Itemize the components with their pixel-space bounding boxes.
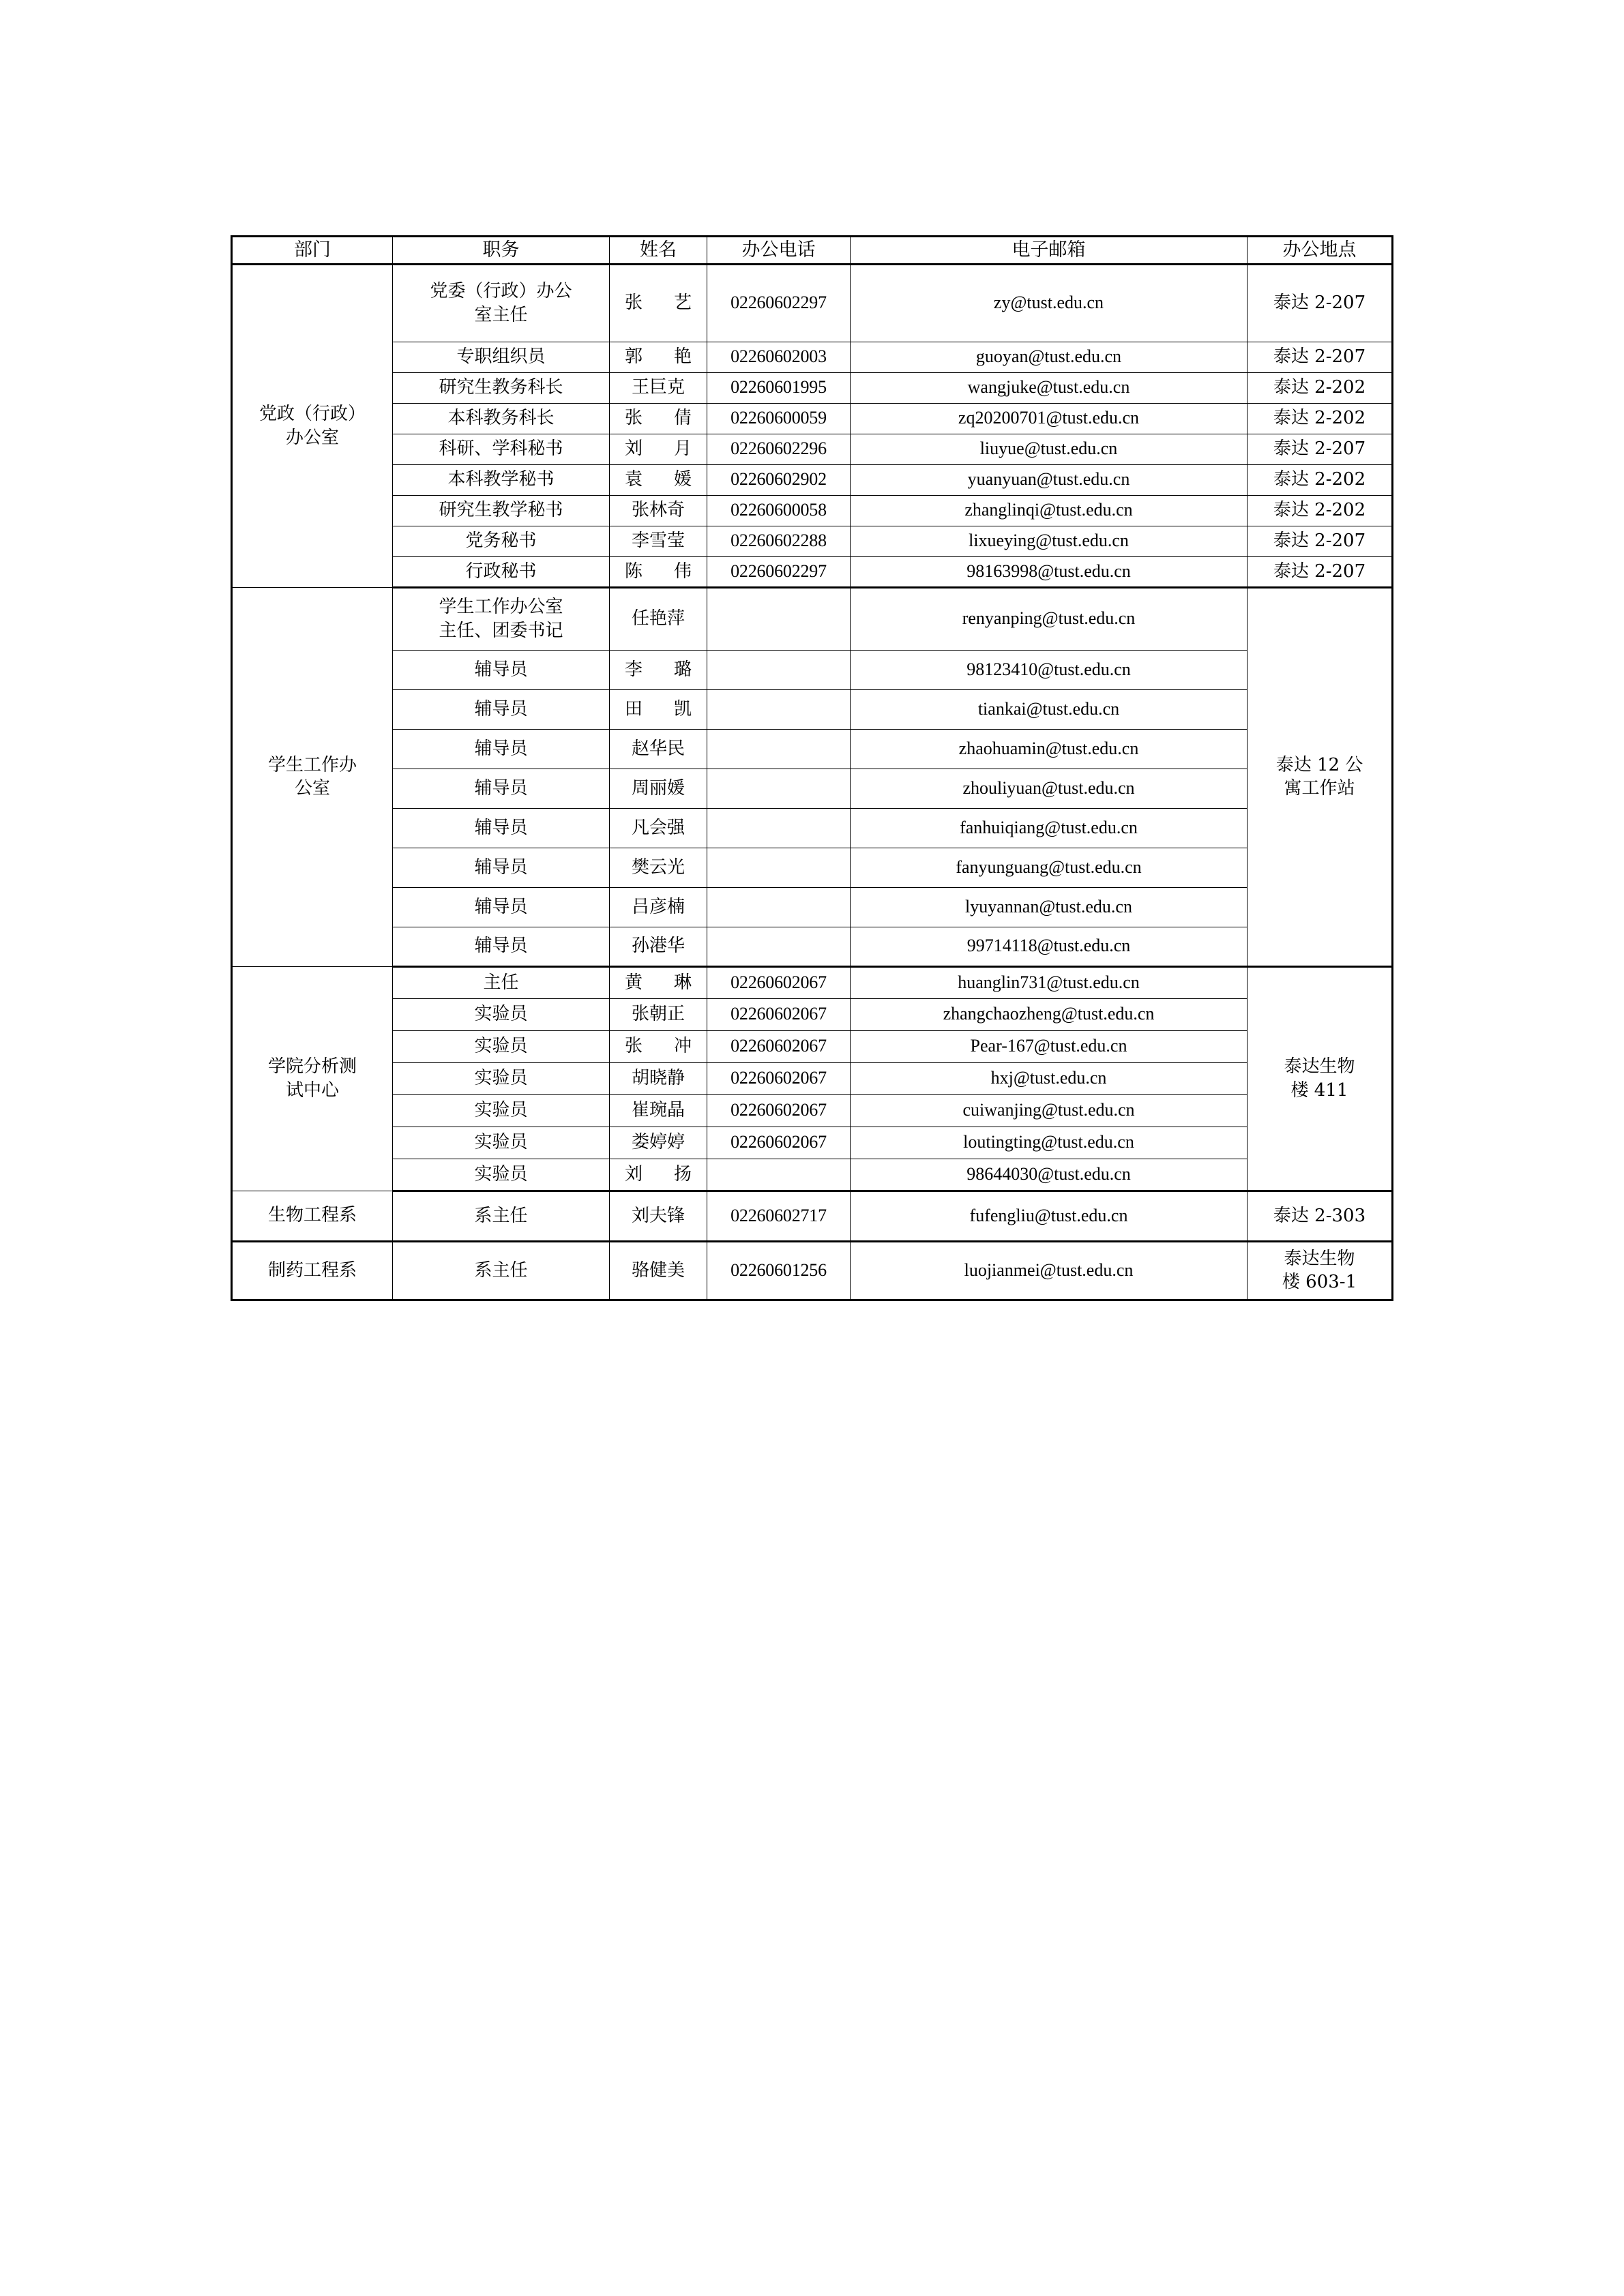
cell-email: liuyue@tust.edu.cn [851, 434, 1247, 464]
cell-title: 实验员 [393, 1062, 610, 1094]
cell-title: 辅导员 [393, 689, 610, 729]
cell-title: 实验员 [393, 1094, 610, 1127]
cell-name: 黄 琳 [610, 966, 707, 998]
cell-email: 98123410@tust.edu.cn [851, 650, 1247, 689]
cell-email: wangjuke@tust.edu.cn [851, 372, 1247, 403]
cell-location: 泰达生物 楼 603-1 [1247, 1241, 1393, 1300]
cell-email: tiankai@tust.edu.cn [851, 689, 1247, 729]
cell-phone [707, 848, 851, 887]
table-row [232, 372, 1393, 403]
cell-title: 辅导员 [393, 729, 610, 769]
cell-name: 王巨克 [610, 372, 707, 403]
cell-name: 张 倩 [610, 403, 707, 434]
cell-name: 袁 媛 [610, 464, 707, 495]
cell-title: 系主任 [393, 1191, 610, 1241]
contact-table-container [231, 235, 1391, 1301]
table-row [232, 464, 1393, 495]
cell-location: 泰达 2-202 [1247, 464, 1393, 495]
cell-title: 党委（行政）办公 室主任 [393, 264, 610, 342]
cell-title: 辅导员 [393, 769, 610, 808]
cell-phone [707, 587, 851, 650]
cell-title: 辅导员 [393, 887, 610, 927]
cell-name: 崔琬晶 [610, 1094, 707, 1127]
cell-email: fanhuiqiang@tust.edu.cn [851, 808, 1247, 848]
cell-title: 实验员 [393, 998, 610, 1030]
cell-email: guoyan@tust.edu.cn [851, 342, 1247, 372]
cell-email: 98163998@tust.edu.cn [851, 556, 1247, 587]
table-row [232, 848, 1393, 887]
cell-email: zhanglinqi@tust.edu.cn [851, 495, 1247, 526]
cell-phone: 02260602067 [707, 1094, 851, 1127]
cell-name: 刘 月 [610, 434, 707, 464]
cell-title: 行政秘书 [393, 556, 610, 587]
cell-email: 99714118@tust.edu.cn [851, 927, 1247, 966]
cell-title: 科研、学科秘书 [393, 434, 610, 464]
cell-phone [707, 729, 851, 769]
cell-title: 主任 [393, 966, 610, 998]
cell-email: renyanping@tust.edu.cn [851, 587, 1247, 650]
cell-name: 凡会强 [610, 808, 707, 848]
cell-title: 辅导员 [393, 650, 610, 689]
cell-phone: 02260602296 [707, 434, 851, 464]
cell-location: 泰达生物 楼 411 [1247, 966, 1393, 1191]
cell-email: fanyunguang@tust.edu.cn [851, 848, 1247, 887]
cell-phone [707, 927, 851, 966]
cell-phone: 02260602297 [707, 264, 851, 342]
cell-phone: 02260601256 [707, 1241, 851, 1300]
cell-phone: 02260601995 [707, 372, 851, 403]
cell-title: 党务秘书 [393, 526, 610, 556]
cell-name: 刘 扬 [610, 1159, 707, 1191]
table-row [232, 769, 1393, 808]
cell-email: luojianmei@tust.edu.cn [851, 1241, 1247, 1300]
cell-name: 吕彦楠 [610, 887, 707, 927]
cell-phone: 02260602067 [707, 1127, 851, 1159]
table-row [232, 689, 1393, 729]
table-row [232, 998, 1393, 1030]
cell-title: 系主任 [393, 1241, 610, 1300]
cell-email: zhaohuamin@tust.edu.cn [851, 729, 1247, 769]
cell-name: 陈 伟 [610, 556, 707, 587]
cell-title: 研究生教学秘书 [393, 495, 610, 526]
cell-email: huanglin731@tust.edu.cn [851, 966, 1247, 998]
cell-phone [707, 887, 851, 927]
header-row [232, 237, 1393, 265]
cell-location: 泰达 2-207 [1247, 526, 1393, 556]
cell-title: 专职组织员 [393, 342, 610, 372]
table-row [232, 1191, 1393, 1241]
cell-phone: 02260602288 [707, 526, 851, 556]
header-location: 办公地点 [1247, 237, 1393, 265]
contact-directory-table [231, 235, 1393, 1301]
cell-name: 任艳萍 [610, 587, 707, 650]
cell-phone: 02260602067 [707, 1030, 851, 1062]
table-row [232, 403, 1393, 434]
table-row [232, 1094, 1393, 1127]
header-email: 电子邮箱 [851, 237, 1247, 265]
cell-name: 郭 艳 [610, 342, 707, 372]
cell-name: 张朝正 [610, 998, 707, 1030]
cell-title: 辅导员 [393, 808, 610, 848]
cell-title: 本科教学秘书 [393, 464, 610, 495]
cell-phone: 02260602067 [707, 1062, 851, 1094]
cell-email: yuanyuan@tust.edu.cn [851, 464, 1247, 495]
cell-location: 泰达 2-202 [1247, 403, 1393, 434]
cell-title: 本科教务科长 [393, 403, 610, 434]
cell-email: zhouliyuan@tust.edu.cn [851, 769, 1247, 808]
header-phone: 办公电话 [707, 237, 851, 265]
table-row [232, 927, 1393, 966]
header-title: 职务 [393, 237, 610, 265]
cell-phone: 02260602003 [707, 342, 851, 372]
cell-department: 学院分析测 试中心 [232, 966, 393, 1191]
cell-phone: 02260602067 [707, 998, 851, 1030]
cell-email: 98644030@tust.edu.cn [851, 1159, 1247, 1191]
table-row [232, 1030, 1393, 1062]
cell-name: 骆健美 [610, 1241, 707, 1300]
cell-phone [707, 769, 851, 808]
table-row [232, 650, 1393, 689]
cell-name: 樊云光 [610, 848, 707, 887]
cell-location: 泰达 2-202 [1247, 372, 1393, 403]
cell-location: 泰达 2-207 [1247, 264, 1393, 342]
cell-name: 胡晓静 [610, 1062, 707, 1094]
table-row [232, 264, 1393, 342]
cell-name: 田 凯 [610, 689, 707, 729]
cell-title: 辅导员 [393, 927, 610, 966]
cell-email: loutingting@tust.edu.cn [851, 1127, 1247, 1159]
cell-name: 赵华民 [610, 729, 707, 769]
cell-phone: 02260600058 [707, 495, 851, 526]
header-name: 姓名 [610, 237, 707, 265]
cell-email: zhangchaozheng@tust.edu.cn [851, 998, 1247, 1030]
cell-name: 李雪莹 [610, 526, 707, 556]
cell-phone: 02260602297 [707, 556, 851, 587]
cell-location: 泰达 2-207 [1247, 556, 1393, 587]
cell-title: 辅导员 [393, 848, 610, 887]
table-row [232, 808, 1393, 848]
table-row [232, 1127, 1393, 1159]
table-row [232, 1241, 1393, 1300]
cell-title: 研究生教务科长 [393, 372, 610, 403]
table-row [232, 887, 1393, 927]
cell-department: 制药工程系 [232, 1241, 393, 1300]
cell-phone [707, 808, 851, 848]
cell-name: 周丽媛 [610, 769, 707, 808]
cell-email: fufengliu@tust.edu.cn [851, 1191, 1247, 1241]
table-row [232, 556, 1393, 587]
cell-department: 生物工程系 [232, 1191, 393, 1241]
cell-title: 实验员 [393, 1127, 610, 1159]
cell-phone [707, 650, 851, 689]
cell-phone [707, 1159, 851, 1191]
cell-phone: 02260600059 [707, 403, 851, 434]
cell-name: 娄婷婷 [610, 1127, 707, 1159]
cell-name: 孙港华 [610, 927, 707, 966]
cell-phone: 02260602717 [707, 1191, 851, 1241]
cell-title: 学生工作办公室 主任、团委书记 [393, 587, 610, 650]
cell-phone [707, 689, 851, 729]
cell-email: zy@tust.edu.cn [851, 264, 1247, 342]
cell-location: 泰达 2-207 [1247, 434, 1393, 464]
cell-email: zq20200701@tust.edu.cn [851, 403, 1247, 434]
cell-title: 实验员 [393, 1159, 610, 1191]
table-body [232, 264, 1393, 1300]
cell-name: 张 冲 [610, 1030, 707, 1062]
cell-email: hxj@tust.edu.cn [851, 1062, 1247, 1094]
cell-email: cuiwanjing@tust.edu.cn [851, 1094, 1247, 1127]
cell-name: 张 艺 [610, 264, 707, 342]
cell-phone: 02260602067 [707, 966, 851, 998]
cell-title: 实验员 [393, 1030, 610, 1062]
cell-email: lyuyannan@tust.edu.cn [851, 887, 1247, 927]
table-row [232, 1159, 1393, 1191]
table-row [232, 587, 1393, 650]
cell-name: 刘夫锋 [610, 1191, 707, 1241]
table-row [232, 495, 1393, 526]
table-row [232, 434, 1393, 464]
table-row [232, 729, 1393, 769]
table-row [232, 966, 1393, 998]
cell-name: 张林奇 [610, 495, 707, 526]
cell-phone: 02260602902 [707, 464, 851, 495]
cell-department: 学生工作办 公室 [232, 587, 393, 966]
table-row [232, 1062, 1393, 1094]
cell-department: 党政（行政） 办公室 [232, 264, 393, 587]
table-row [232, 526, 1393, 556]
cell-location: 泰达 2-207 [1247, 342, 1393, 372]
cell-location: 泰达 12 公 寓工作站 [1247, 587, 1393, 966]
table-header [232, 237, 1393, 265]
cell-location: 泰达 2-303 [1247, 1191, 1393, 1241]
cell-name: 李 璐 [610, 650, 707, 689]
header-department: 部门 [232, 237, 393, 265]
cell-location: 泰达 2-202 [1247, 495, 1393, 526]
table-row [232, 342, 1393, 372]
cell-email: Pear-167@tust.edu.cn [851, 1030, 1247, 1062]
cell-email: lixueying@tust.edu.cn [851, 526, 1247, 556]
